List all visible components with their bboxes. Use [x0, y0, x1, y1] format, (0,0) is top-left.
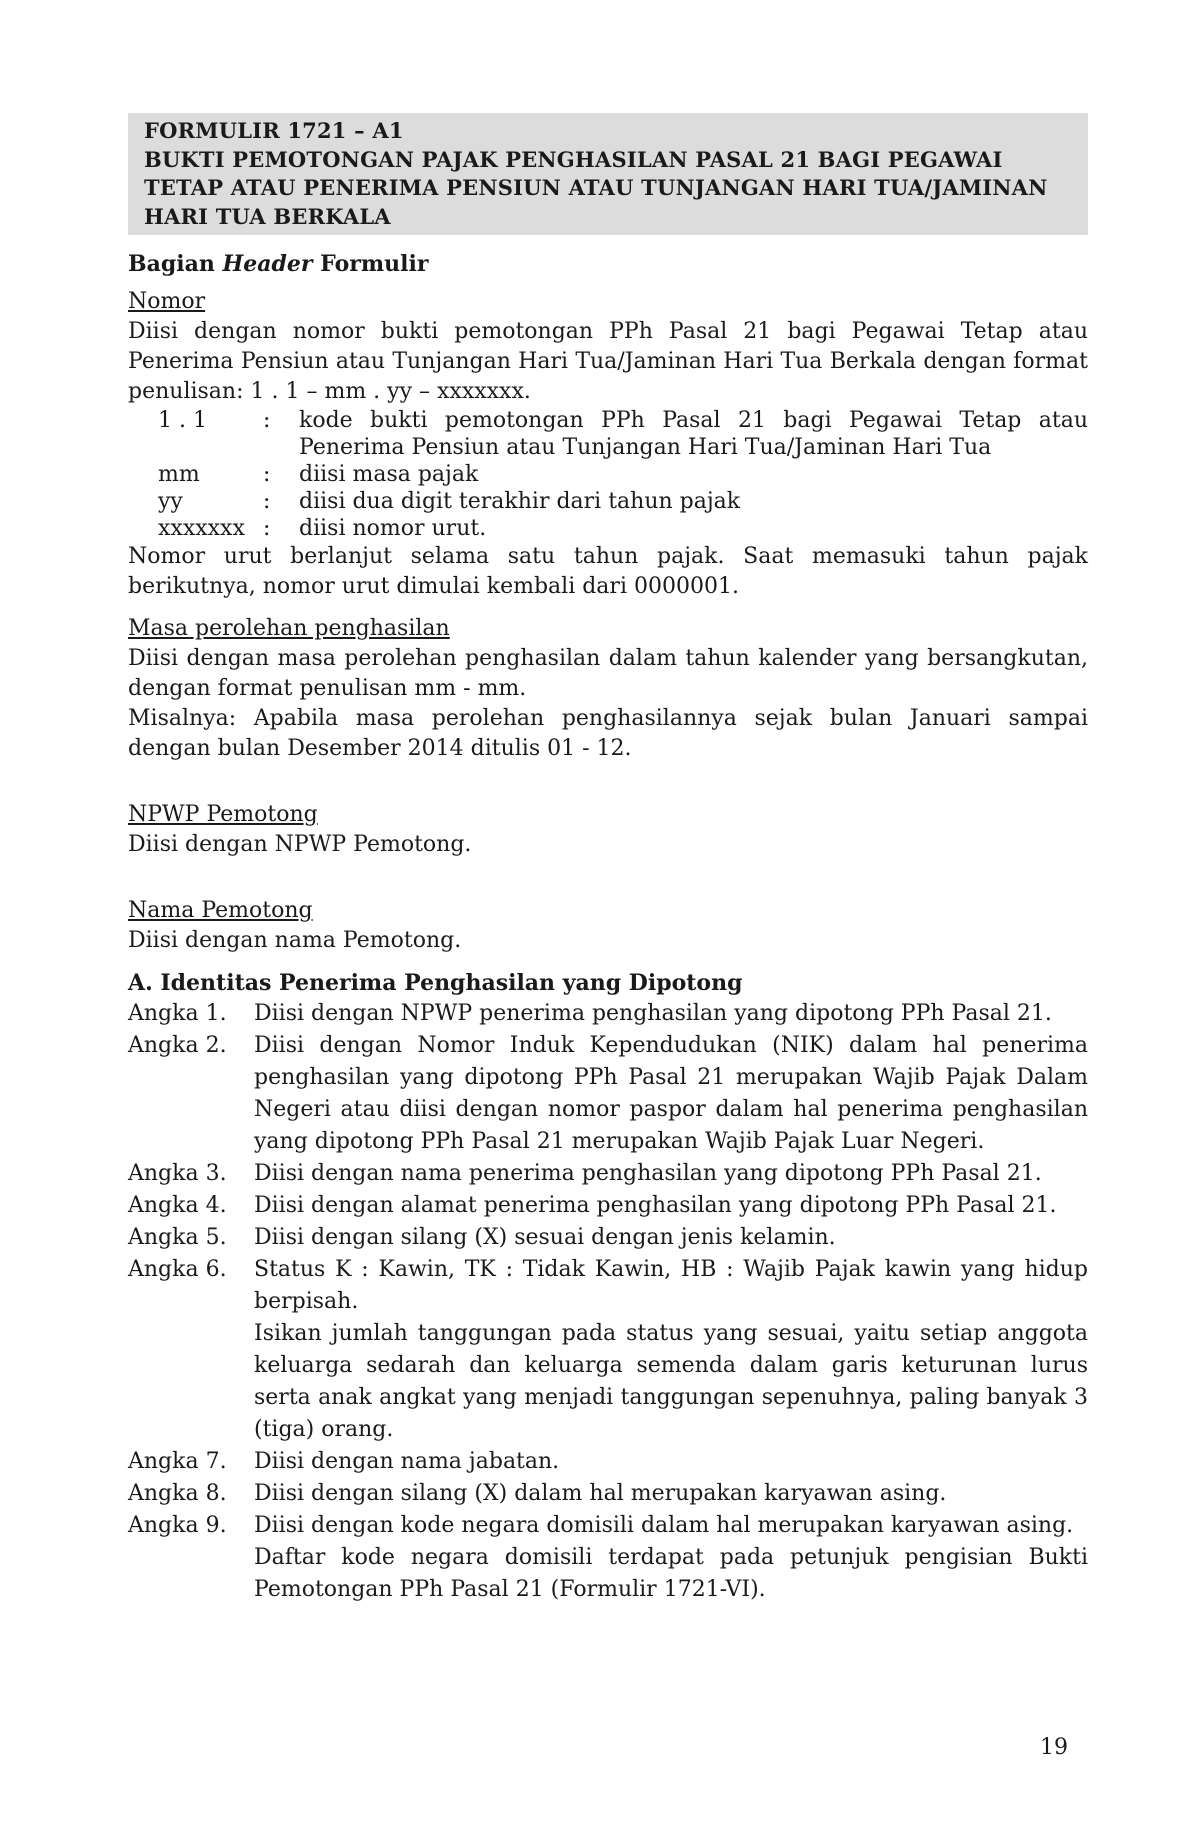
code-colon: :: [263, 516, 271, 541]
nomor-code-list: [158, 407, 1088, 542]
code-key: yy: [158, 489, 183, 514]
list-item: [128, 1254, 1088, 1446]
code-colon: :: [263, 462, 271, 487]
npwp-text: Diisi dengan NPWP Pemotong.: [128, 832, 472, 857]
heading-text-italic: Header: [222, 251, 313, 277]
item-label: Angka 9.: [128, 1513, 227, 1538]
item-label: Angka 8.: [128, 1481, 227, 1506]
code-value: kode bukti pemotongan PPh Pasal 21 bagi Pegawai Tetap atau Penerima Pensiun atau Tunjangan Hari Tua/Jaminan Hari Tua: [299, 408, 1088, 460]
item-label: Angka 5.: [128, 1225, 227, 1250]
form-title-line-2: BUKTI PEMOTONGAN PAJAK PENGHASILAN PASAL 21 BAGI PEGAWAI: [144, 146, 1003, 172]
document-page: [128, 113, 1088, 1606]
form-title-line-3: TETAP ATAU PENERIMA PENSIUN ATAU TUNJANGAN HARI TUA/JAMINAN: [144, 175, 1048, 200]
item-text: [254, 1158, 1088, 1190]
code-value: diisi masa pajak: [299, 462, 479, 487]
list-item: [128, 1478, 1088, 1510]
nomor-note: Nomor urut berlanjut selama satu tahun pajak. Saat memasuki tahun pajak berikutnya, nomor urut dimulai kembali dari 0000001.: [128, 544, 1088, 599]
code-value: diisi dua digit terakhir dari tahun pajak: [299, 489, 741, 514]
item-paragraph: Diisi dengan nama jabatan.: [254, 1449, 560, 1474]
item-paragraph: Diisi dengan silang (X) dalam hal merupakan karyawan asing.: [254, 1481, 947, 1506]
nomor-code-row: [158, 461, 1088, 488]
form-title-line-4: HARI TUA BERKALA: [144, 203, 391, 229]
nama-text: Diisi dengan nama Pemotong.: [128, 928, 462, 953]
page-number: 19: [1040, 1735, 1068, 1760]
code-colon: :: [263, 489, 271, 514]
item-label: Angka 2.: [128, 1033, 227, 1058]
item-text: [254, 998, 1088, 1030]
item-text: [254, 1222, 1088, 1254]
item-paragraph: Diisi dengan Nomor Induk Kependudukan (NIK) dalam hal penerima penghasilan yang dipotong PPh Pasal 21 merupakan Wajib Pajak Dalam Negeri atau diisi dengan nomor paspor dalam hal penerima penghasilan yang dipotong PPh Pasal 21 merupakan Wajib Pajak Luar Negeri.: [254, 1033, 1088, 1154]
nomor-code-row: [158, 488, 1088, 515]
item-label: Angka 7.: [128, 1449, 227, 1474]
item-paragraph: Diisi dengan kode negara domisili dalam hal merupakan karyawan asing.: [254, 1513, 1074, 1538]
item-text: [254, 1478, 1088, 1510]
list-item: [128, 1222, 1088, 1254]
item-paragraph: Status K : Kawin, TK : Tidak Kawin, HB : Wajib Pajak kawin yang hidup berpisah.: [254, 1257, 1088, 1314]
form-title-line-1: FORMULIR 1721 – A1: [144, 118, 404, 143]
item-label: Angka 4.: [128, 1193, 227, 1218]
list-item: [128, 1030, 1088, 1158]
heading-text-post: Formulir: [312, 251, 429, 277]
code-key: mm: [158, 462, 200, 487]
item-label: Angka 1.: [128, 1001, 227, 1026]
item-paragraph: Daftar kode negara domisili terdapat pada petunjuk pengisian Bukti Pemotongan PPh Pasal 21 (Formulir 1721-VI).: [254, 1545, 1088, 1602]
item-paragraph: Diisi dengan nama penerima penghasilan yang dipotong PPh Pasal 21.: [254, 1161, 1042, 1186]
list-item: [128, 998, 1088, 1030]
code-colon: :: [263, 408, 271, 433]
masa-text-1: Diisi dengan masa perolehan penghasilan dalam tahun kalender yang bersangkutan, dengan format penulisan mm - mm.: [128, 646, 1088, 701]
form-title-box: [128, 113, 1088, 235]
item-text: [254, 1254, 1088, 1446]
item-paragraph: Diisi dengan silang (X) sesuai dengan jenis kelamin.: [254, 1225, 836, 1250]
code-value: diisi nomor urut.: [299, 516, 487, 541]
heading-text-pre: Bagian: [128, 251, 223, 277]
item-label: Angka 3.: [128, 1161, 227, 1186]
list-item: [128, 1446, 1088, 1478]
item-text: [254, 1030, 1088, 1158]
header-section-heading: [128, 249, 1088, 279]
item-text: [254, 1446, 1088, 1478]
list-item: [128, 1190, 1088, 1222]
item-paragraph: Diisi dengan alamat penerima penghasilan yang dipotong PPh Pasal 21.: [254, 1193, 1057, 1218]
item-paragraph: Isikan jumlah tanggungan pada status yang sesuai, yaitu setiap anggota keluarga sedarah dan keluarga semenda dalam garis keturunan lurus serta anak angkat yang menjadi tanggungan sepenuhnya, paling banyak 3 (tiga) orang.: [254, 1321, 1088, 1442]
section-a-list: [128, 998, 1088, 1606]
section-a-heading: A. Identitas Penerima Penghasilan yang Dipotong: [128, 970, 743, 996]
masa-text-2: Misalnya: Apabila masa perolehan penghasilannya sejak bulan Januari sampai dengan bulan Desember 2014 ditulis 01 - 12.: [128, 706, 1088, 761]
code-key: xxxxxxx: [158, 516, 245, 541]
nomor-code-row: [158, 407, 1088, 461]
npwp-label: NPWP Pemotong: [128, 802, 318, 827]
nomor-text: Diisi dengan nomor bukti pemotongan PPh Pasal 21 bagi Pegawai Tetap atau Penerima Pensiun atau Tunjangan Hari Tua/Jaminan Hari Tua Berkala dengan format penulisan: 1 . 1 – mm . yy – xxxxxxx.: [128, 319, 1088, 404]
code-key: 1 . 1: [158, 408, 207, 433]
nama-label: Nama Pemotong: [128, 898, 313, 923]
list-item: [128, 1158, 1088, 1190]
item-label: Angka 6.: [128, 1257, 227, 1282]
list-item: [128, 1510, 1088, 1606]
item-text: [254, 1190, 1088, 1222]
item-text: [254, 1510, 1088, 1606]
nomor-code-row: [158, 515, 1088, 542]
item-paragraph: Diisi dengan NPWP penerima penghasilan yang dipotong PPh Pasal 21.: [254, 1001, 1052, 1026]
masa-label: Masa perolehan penghasilan: [128, 616, 450, 641]
nomor-label: Nomor: [128, 289, 206, 314]
